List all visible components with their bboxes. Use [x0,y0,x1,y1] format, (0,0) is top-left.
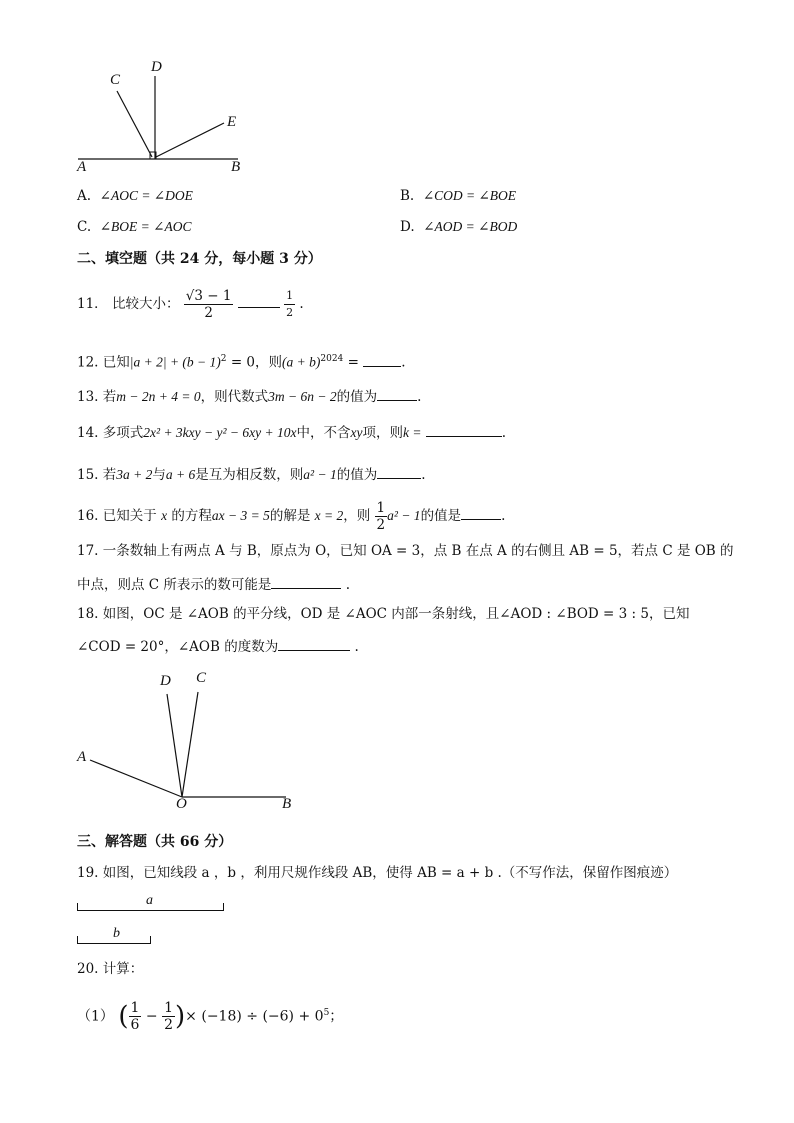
question-12: 12. 已知$|a + 2| + (b - 1)^2 = 0$，则$(a + b)^{2024}$ = . [77,350,405,372]
label-b: B [231,159,241,175]
segment-a-tick-right [223,903,224,911]
segment-b-tick-left [77,936,78,944]
option-a: A. ∠AOC = ∠DOE [77,188,193,204]
question-17-line-1: 17. 一条数轴上有两点 A 与 B，原点为 O，已知 OA = 3，点 B 在点 A 的右侧且 AB = 5，若点 C 是 OB 的 [77,543,734,559]
label-d: D [160,673,171,689]
ray-oe [156,123,224,157]
question-17-line-2: 中点，则点 C 所表示的数可能是 . [77,574,350,594]
label-o: O [176,796,187,812]
question-20-part-1: （1） ( $\frac{1}{6}$ − $\frac{1}{2}$ )× $(-18) \div (-6) + 0^5$； [77,1000,344,1033]
label-a: A [77,749,87,765]
segment-b-label: b [113,926,120,941]
question-14: 14. 多项式2x² + 3kxy − y² − 6xy + 10x中，不含xy项，则k = . [77,422,506,442]
segment-b [77,943,151,944]
ray-od [167,694,182,797]
label-e: E [227,114,237,130]
question-15: 15. 若3a + 2与a + 6是互为相反数，则a² − 1的值为 . [77,464,426,484]
segment-a [77,910,224,911]
option-b: B. ∠COD = ∠BOE [400,188,517,204]
option-c: C. ∠BOE = ∠AOC [77,219,192,235]
option-d: D. ∠AOD = ∠BOD [400,219,518,235]
ray-oc [117,91,152,157]
label-c: C [196,670,207,686]
question-19: 19. 如图，已知线段 a ，b ，利用尺规作线段 AB，使得 AB = a + b .（不写作法，保留作图痕迹） [77,865,678,881]
segment-b-tick-right [150,936,151,944]
question-11: 11． 比较大小： $\frac{√3 - 1}{2}$ $\frac{1}{2}$ . [77,288,304,321]
question-16: 16. 已知关于 x 的方程ax − 3 = 5的解是 x = 2，则 $\frac{1}{2}$ a² − 1的值是 . [77,500,506,533]
segment-a-tick-left [77,903,78,911]
question-13: 13. 若m − 2n + 4 = 0，则代数式3m − 6n − 2的值为 . [77,386,421,406]
figure-angle-2 [70,680,300,810]
label-b: B [282,796,292,812]
label-a: A [77,159,87,175]
section-3-heading: 三、解答题（共 66 分） [77,834,233,850]
question-20-title: 20. 计算： [77,961,144,977]
ray-oc [182,692,198,797]
section-2-heading: 二、填空题（共 24 分，每小题 3 分） [77,251,322,267]
question-18-line-1: 18. 如图，OC 是 ∠AOB 的平分线，OD 是 ∠AOC 内部一条射线，且∠AOD : ∠BOD = 3 : 5，已知 [77,606,690,622]
label-c: C [110,72,121,88]
segment-a-label: a [146,893,153,908]
question-18-line-2: ∠COD = 20°，∠AOB 的度数为 . [77,636,359,656]
label-d: D [151,59,162,75]
ray-oa [90,760,182,797]
